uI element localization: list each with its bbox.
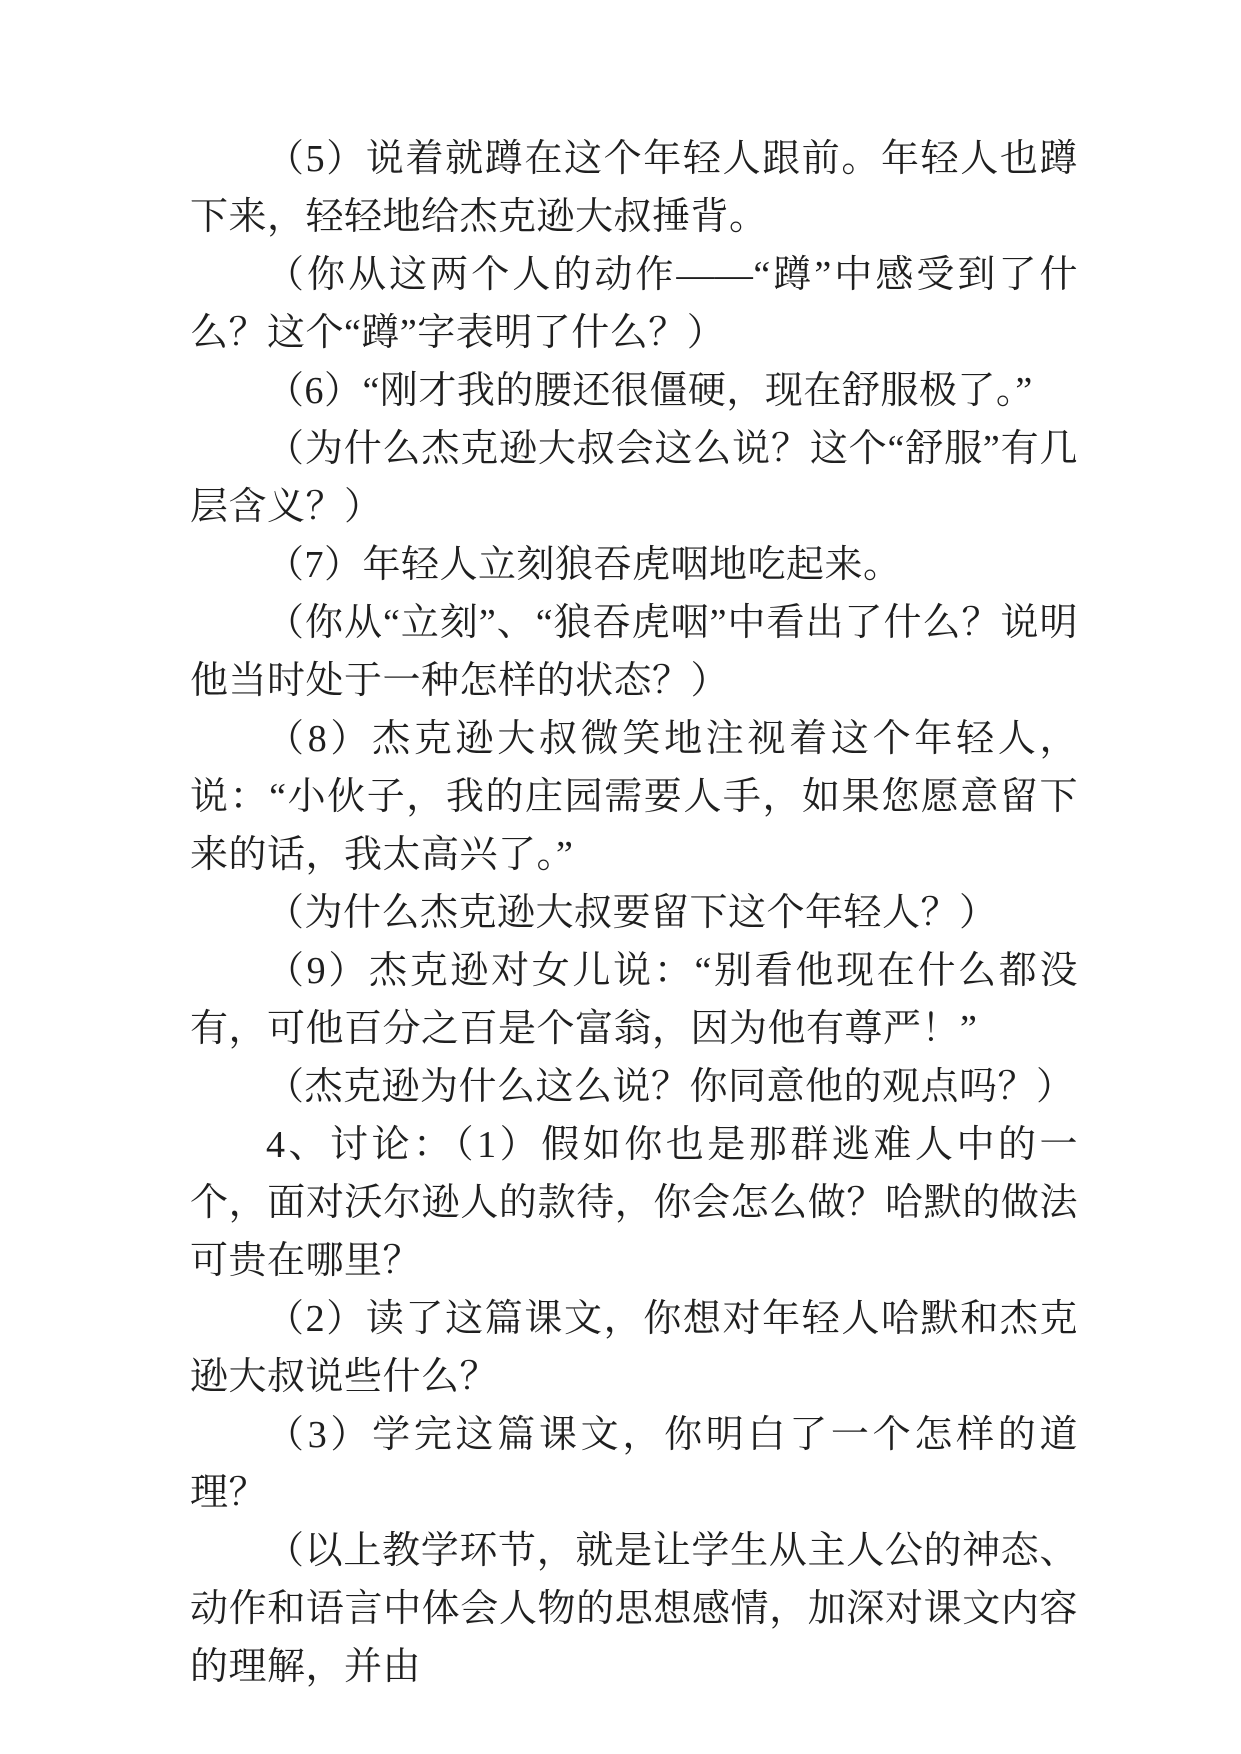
paragraph: （你从“立刻”、“狼吞虎咽”中看出了什么？说明他当时处于一种怎样的状态？） — [190, 602, 1078, 702]
paragraph: （你从这两个人的动作——“蹲”中感受到了什么？这个“蹲”字表明了什么？） — [190, 254, 1078, 354]
paragraph: （7）年轻人立刻狼吞虎咽地吃起来。 — [266, 544, 902, 586]
paragraph: （为什么杰克逊大叔要留下这个年轻人？） — [266, 892, 998, 934]
paragraph: （为什么杰克逊大叔会这么说？这个“舒服”有几层含义？） — [190, 428, 1078, 528]
paragraph: （3）学完这篇课文，你明白了一个怎样的道理？ — [190, 1414, 1078, 1514]
paragraph: （以上教学环节，就是让学生从主人公的神态、动作和语言中体会人物的思想感情，加深对课文内容的理解，并由 — [190, 1530, 1078, 1688]
paragraph: （6）“刚才我的腰还很僵硬，现在舒服极了。” — [266, 370, 1033, 412]
paragraph: （5）说着就蹲在这个年轻人跟前。年轻人也蹲下来，轻轻地给杰克逊大叔捶背。 — [190, 138, 1078, 238]
paragraph: （9）杰克逊对女儿说：“别看他现在什么都没有，可他百分之百是个富翁，因为他有尊严！” — [190, 950, 1078, 1050]
document-body — [190, 130, 1078, 1696]
paragraph: （8）杰克逊大叔微笑地注视着这个年轻人，说：“小伙子，我的庄园需要人手，如果您愿意留下来的话，我太高兴了。” — [190, 718, 1078, 876]
paragraph: （杰克逊为什么这么说？你同意他的观点吗？） — [266, 1066, 1075, 1108]
paragraph: （2）读了这篇课文，你想对年轻人哈默和杰克逊大叔说些什么？ — [190, 1298, 1078, 1398]
paragraph: 4、讨论：（1）假如你也是那群逃难人中的一个，面对沃尔逊人的款待，你会怎么做？哈默的做法可贵在哪里？ — [190, 1124, 1078, 1282]
